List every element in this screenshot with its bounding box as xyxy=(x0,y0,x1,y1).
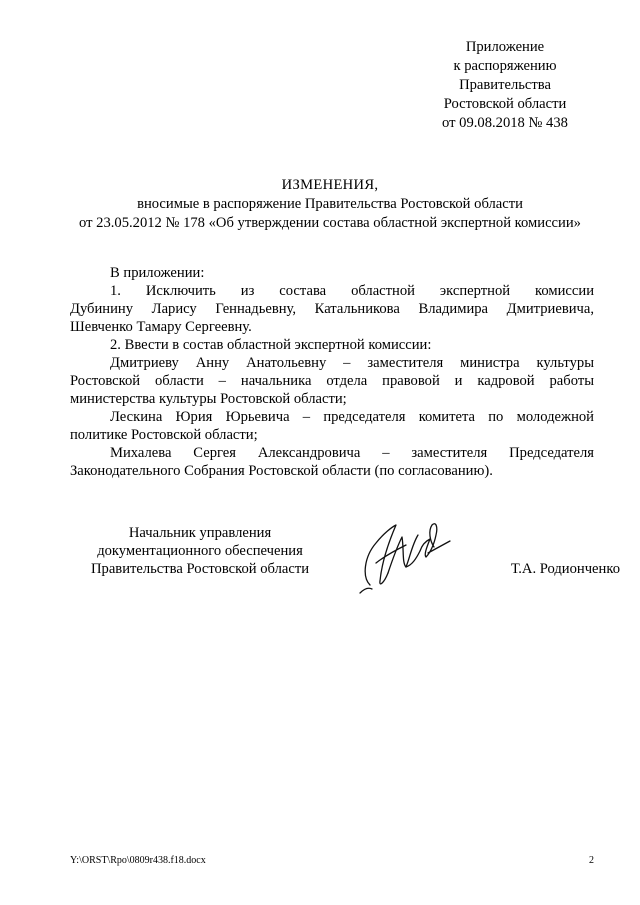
appendix-line: Правительства xyxy=(459,77,551,93)
member2-line: Лескина Юрия Юрьевича – председателя комитета по молодежной xyxy=(110,409,594,425)
item1-line: Дубинину Ларису Геннадьевну, Катальникова Владимира Дмитриевича, xyxy=(70,301,594,317)
title-line: от 23.05.2012 № 178 «Об утверждении состава областной экспертной комиссии» xyxy=(79,215,581,231)
member2-line: политике Ростовской области; xyxy=(70,427,258,443)
appendix-line: Приложение xyxy=(465,39,545,55)
title-line: вносимые в распоряжение Правительства Ростовской области xyxy=(137,196,523,212)
signer-title-line: Правительства Ростовской области xyxy=(90,561,310,577)
signer-title xyxy=(60,524,340,578)
document-title xyxy=(40,176,620,233)
item1-line: 1. Исключить из состава областной экспертной комиссии xyxy=(110,283,594,299)
signer-title-line: Начальник управления xyxy=(128,525,272,541)
appendix-header xyxy=(380,38,630,133)
signer-name: Т.А. Родионченко xyxy=(510,561,620,577)
member1-line: Ростовской области – начальника отдела правовой и кадровой работы xyxy=(70,373,594,389)
item1-line: Шевченко Тамару Сергеевну. xyxy=(70,319,252,335)
appendix-line: от 09.08.2018 № 438 xyxy=(442,115,568,131)
appendix-line: к распоряжению xyxy=(453,58,557,74)
member3-line: Михалева Сергея Александровича – заместителя Председателя xyxy=(110,445,594,461)
member1-line: Дмитриеву Анну Анатольевну – заместителя министра культуры xyxy=(110,355,594,371)
member3-line: Законодательного Собрания Ростовской области (по согласованию). xyxy=(70,463,493,479)
member1-line: министерства культуры Ростовской области; xyxy=(70,391,347,407)
page-number: 2 xyxy=(589,855,594,866)
body-intro: В приложении: xyxy=(110,265,205,281)
document-body xyxy=(70,264,594,480)
item2-line: 2. Ввести в состав областной экспертной комиссии: xyxy=(110,337,432,353)
title-heading: ИЗМЕНЕНИЯ, xyxy=(281,177,379,193)
signer-title-line: документационного обеспечения xyxy=(97,543,303,559)
footer-file-path: Y:\ORST\Rpo\0809r438.f18.docx xyxy=(70,855,206,866)
appendix-line: Ростовской области xyxy=(443,96,567,112)
handwritten-signature xyxy=(340,505,460,600)
